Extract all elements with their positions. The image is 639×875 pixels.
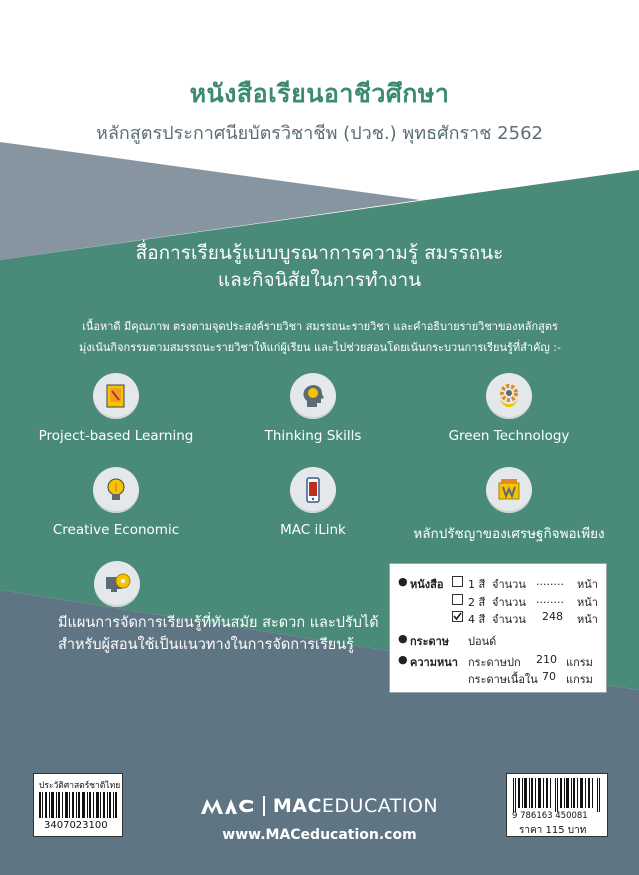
bullet-icon: ●: [398, 653, 408, 666]
feature-label: Thinking Skills: [264, 428, 362, 444]
checkbox-4-color-checked: [452, 611, 463, 622]
feature-label: หลักปรัชญาของเศรษฐกิจพอเพียง: [413, 526, 605, 542]
feature-green-technology: [409, 373, 609, 444]
spec-unit: หน้า: [577, 613, 598, 626]
feature-label: Creative Economic: [52, 522, 180, 538]
print-spec-box: [389, 563, 607, 693]
spec-thickness-value: 70: [542, 670, 556, 683]
brand-name: [273, 795, 438, 817]
spec-thickness-unit: แกรม: [566, 673, 593, 686]
mobile-link-icon: [290, 467, 336, 513]
spec-unit: หน้า: [577, 596, 598, 609]
spec-count-label: จำนวน: [492, 613, 526, 626]
feature-sufficiency-economy: [409, 467, 609, 544]
sufficiency-economy-icon: [486, 467, 532, 513]
publisher-brand: [0, 795, 639, 817]
feature-mac-ilink: [213, 467, 413, 538]
plan-icon-wrap: [94, 561, 140, 607]
plan-line-1: มีแผนการจัดการเรียนรู้ที่ทันสมัย สะดวก และปรับได้: [58, 615, 379, 631]
spec-count-value: ........: [536, 575, 564, 588]
checkbox-2-color: [452, 594, 463, 605]
spec-thickness-item: กระดาษปก: [468, 656, 521, 669]
checkbox-1-color: [452, 576, 463, 587]
bullet-icon: ●: [398, 632, 408, 645]
project-document-icon: [93, 373, 139, 419]
spec-thickness-label: ความหนา: [410, 656, 458, 669]
feature-creative-economic: [16, 467, 216, 538]
spec-color-label: 4 สี: [468, 613, 486, 626]
spec-count-value: 248: [542, 610, 563, 623]
feature-label: MAC iLink: [280, 522, 346, 538]
spec-color-label: 2 สี: [468, 596, 486, 609]
feature-project-based-learning: [16, 373, 216, 444]
spec-paper-value: ปอนด์: [468, 635, 497, 648]
barcode-caption: ประวัติศาสตร์ชาติไทย: [39, 781, 121, 791]
spec-count-label: จำนวน: [492, 596, 526, 609]
plan-line-2: สำหรับผู้สอนใช้เป็นแนวทางในการจัดการเรียนรู้: [58, 637, 354, 653]
headline-line-1: สื่อการเรียนรู้แบบบูรณาการความรู้ สมรรถนะ: [135, 242, 504, 264]
publisher-website[interactable]: www.MACeducation.com: [222, 827, 417, 843]
check-icon: [453, 612, 462, 621]
description-line-1: เนื้อหาดี มีคุณภาพ ตรงตามจุดประสงค์รายวิชา สมรรถนะรายวิชา และคำอธิบายรายวิชาของหลักสูตร: [82, 320, 558, 333]
price-label: ราคา 115 บาท: [519, 825, 587, 836]
feature-label: Project-based Learning: [38, 428, 194, 444]
spec-thickness-item: กระดาษเนื้อใน: [468, 673, 538, 686]
spec-count-label: จำนวน: [492, 578, 526, 591]
spec-thickness-value: 210: [536, 653, 557, 666]
gear-leaf-icon: [486, 373, 532, 419]
spec-thickness-unit: แกรม: [566, 656, 593, 669]
lesson-plan-text: [58, 612, 379, 656]
description-line-2: มุ่งเน้นกิจกรรมตามสมรรถนะรายวิชาให้แก่ผู้เรียน และไปช่วยสอนโดยเน้นกระบวนการเรียนรู้ที่สำคัญ :-: [79, 341, 561, 354]
spec-count-value: ........: [536, 593, 564, 606]
feature-thinking-skills: [213, 373, 413, 444]
isbn-number: 9 786163 450081: [512, 811, 588, 821]
feature-label: Green Technology: [448, 428, 570, 444]
brand-name-bold: MAC: [272, 795, 322, 817]
spec-color-label: 1 สี: [468, 578, 486, 591]
spec-paper-label: กระดาษ: [410, 635, 450, 648]
bullet-icon: ●: [398, 575, 408, 588]
brain-head-icon: [290, 373, 336, 419]
computer-disc-icon: [94, 561, 140, 607]
curriculum-subtitle: หลักสูตรประกาศนียบัตรวิชาชีพ (ปวช.) พุทธศักราช 2562: [95, 123, 543, 144]
spec-unit: หน้า: [577, 578, 598, 591]
spec-book-label: หนังสือ: [410, 578, 444, 591]
barcode-number: 3407023100: [44, 820, 108, 831]
brand-name-rest: EDUCATION: [321, 795, 439, 817]
book-title: หนังสือเรียนอาชีวศึกษา: [189, 79, 450, 108]
mac-logo-icon: [201, 797, 255, 815]
brand-divider: [263, 796, 265, 816]
lightbulb-icon: [93, 467, 139, 513]
headline-line-2: และกิจนิสัยในการทำงาน: [217, 269, 422, 291]
